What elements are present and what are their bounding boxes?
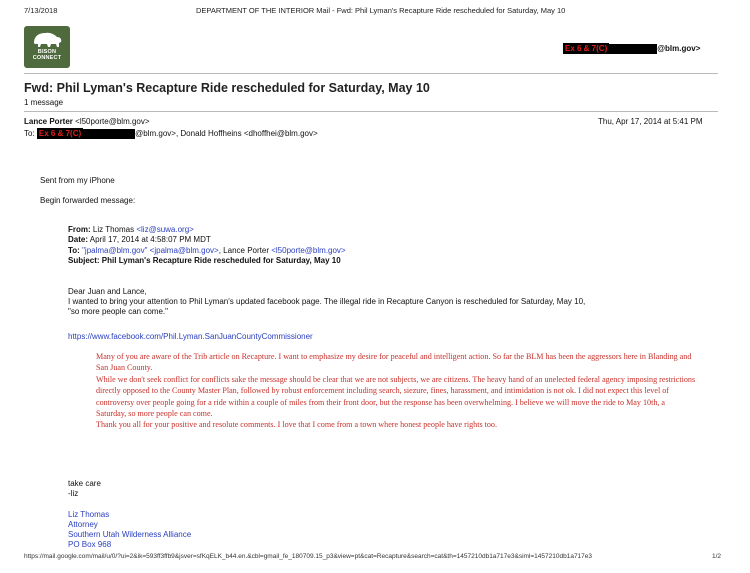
quote-paragraph-3: Thank you all for your positive and resolute comments. I love that I come from a town where honest people have rights too. [96, 420, 497, 430]
print-title: DEPARTMENT OF THE INTERIOR Mail - Fwd: Phil Lyman's Recapture Ride rescheduled for Saturday, May 10 [196, 6, 566, 15]
fwd-from-email[interactable]: <liz@suwa.org> [136, 225, 194, 234]
quote-paragraph-1: Many of you are aware of the Trib article on Recapture. I want to emphasize my desire for peaceful and intelligent action. So far the BLM has been the aggressors here in Blanding and San Juan County. [96, 352, 692, 373]
fwd-to-email-1[interactable]: "jpalma@blm.gov" <jpalma@blm.gov> [82, 245, 219, 255]
divider [24, 111, 718, 112]
fwd-date-label: Date: [68, 235, 89, 245]
logo-text-1: BISON [37, 49, 57, 55]
logo-text-2: CONNECT [32, 55, 62, 61]
body-line-1: I wanted to bring your attention to Phil Lyman's updated facebook page. The illegal ride in Recapture Canyon is rescheduled for Saturday, May 10, [68, 297, 586, 306]
fwd-from-name: Liz Thomas [92, 225, 135, 234]
fwd-to-label: To: [68, 245, 80, 255]
quote-paragraph-2: While we don't seek conflict for conflicts sake the message should be clear that we are not subjects, we are citizens. The heavy hand of an unelected federal agency imposing restrictions directly opposed to the County Master Plan, followed by robust enforcement including search, siezure, fines, harassment, and intimidation is not ok. I did not expect this level of controversy over people going for a ride within a couple of miles from their front door, but the response has been overwhelming. I believe we will move the ride to May 10th, a Saturday, so more people can come. [96, 374, 696, 419]
greeting: Dear Juan and Lance, [68, 287, 147, 296]
divider [24, 73, 718, 74]
print-date: 7/13/2018 [24, 6, 58, 15]
fwd-from-label: From: [68, 225, 91, 234]
message-recipients[interactable] [24, 128, 318, 139]
sig-org: Southern Utah Wilderness Alliance [68, 530, 192, 539]
closing-name: -liz [68, 489, 79, 498]
sender-name: Lance Porter [24, 117, 73, 126]
begin-forwarded-text: Begin forwarded message: [40, 196, 136, 205]
to-label: To: [24, 129, 35, 138]
sender-email: <l50porte@blm.gov> [75, 117, 150, 126]
print-footer-url: https://mail.google.com/mail/u/0/?ui=2&ik=593ff3ffb9&jsver=sfKqELK_b44.en.&cbl=gmail_fe_180709.15_p3&view=pt&cat=Recapture&search=cat&th=1457210db1a717e3&siml=1457210db1a717e3 [24, 553, 593, 560]
fwd-to-email-2[interactable]: <l50porte@blm.gov> [271, 245, 346, 255]
account-email[interactable] [563, 43, 700, 54]
redaction-box: Ex 6 & 7(C) [565, 44, 608, 53]
bison-icon [30, 29, 64, 49]
body-line-2: "so more people can come." [68, 307, 168, 316]
redaction-box [83, 129, 135, 139]
sent-from-text: Sent from my iPhone [40, 176, 115, 185]
fwd-subject-label: Subject: [68, 255, 100, 265]
redaction-box: Ex 6 & 7(C) [38, 129, 82, 138]
closing-line: take care [68, 479, 101, 488]
page-number: 1/2 [712, 553, 722, 560]
thread-subject: Fwd: Phil Lyman's Recapture Ride rescheduled for Saturday, May 10 [24, 81, 430, 95]
quoted-facebook-post [96, 351, 696, 431]
message-date: Thu, Apr 17, 2014 at 5:41 PM [598, 117, 703, 126]
sig-name: Liz Thomas [68, 510, 110, 519]
signature [68, 510, 191, 550]
sig-po: PO Box 968 [68, 540, 112, 549]
sig-title: Attorney [68, 520, 98, 529]
redaction-box [609, 44, 657, 54]
fwd-subject: Phil Lyman's Recapture Ride rescheduled for Saturday, May 10 [101, 255, 341, 265]
message-count: 1 message [24, 98, 64, 107]
fwd-to-sep: , Lance Porter [218, 245, 272, 255]
fwd-date: April 17, 2014 at 4:58:07 PM MDT [89, 235, 211, 245]
bison-connect-logo[interactable] [24, 26, 70, 68]
facebook-link[interactable]: https://www.facebook.com/Phil.Lyman.SanJuanCountyCommissioner [68, 332, 313, 341]
message-sender[interactable] [24, 117, 150, 126]
recipients-text: @blm.gov>, Donald Hoffheins <dhoffhei@blm.gov> [135, 129, 318, 138]
forwarded-header [68, 225, 346, 266]
account-domain: @blm.gov> [657, 44, 701, 53]
